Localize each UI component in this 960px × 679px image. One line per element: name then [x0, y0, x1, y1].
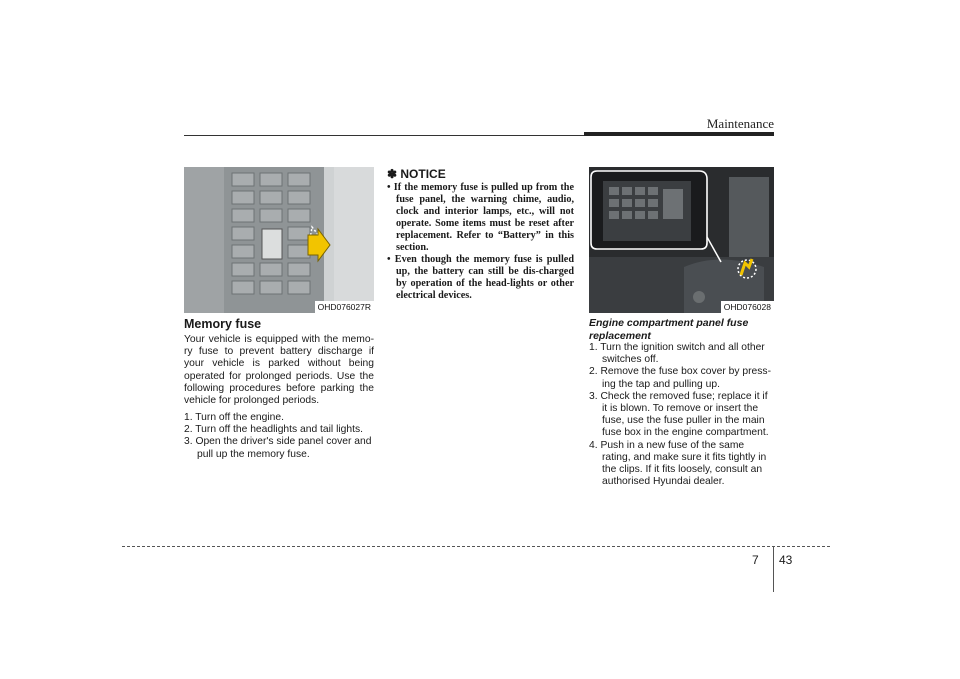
fuse-panel-photo: [184, 167, 374, 313]
list-item: 2. Remove the fuse box cover by press-ing the tap and pulling up.: [589, 366, 771, 390]
list-item: • If the memory fuse is pulled up from the fuse panel, the warning chime, audio, clock and interior lamps, etc., will not operate. Some items must be reset after replacement. Refer to “Battery” in this section.: [387, 182, 574, 253]
page-number: 43: [779, 553, 793, 567]
photo-caption: OHD076028: [721, 301, 774, 313]
list-item: 3. Check the removed fuse; replace it if it is blown. To remove or insert the fuse, use the fuse puller in the main fuse box in the engine compartment.: [589, 390, 769, 439]
list-item: 1. Turn off the engine.: [184, 412, 284, 423]
section-title: Maintenance: [706, 116, 774, 131]
list-item: 3. Open the driver's side panel cover and pull up the memory fuse.: [184, 436, 372, 460]
list-item: 1. Turn the ignition switch and all other switches off.: [589, 342, 765, 366]
notice-list: [387, 182, 574, 302]
engine-compartment-photo: [589, 167, 774, 313]
header-rule-accent: [584, 132, 774, 136]
footer-divider: [773, 546, 774, 592]
chapter-number: 7: [752, 553, 759, 567]
photo-caption: OHD076027R: [315, 301, 374, 313]
footer-rule: [122, 546, 830, 547]
memory-fuse-steps: [184, 412, 374, 461]
memory-fuse-intro: Your vehicle is equipped with the memo-ry fuse to prevent battery discharge if your vehicle is parked without being operated for prolonged periods. Use the following procedures before parking the vehicle for prolonged periods.: [184, 334, 374, 407]
list-item: 4. Push in a new fuse of the same rating, and make sure it fits tightly in the clips. If it fits loosely, consult an authorised Hyundai dealer.: [589, 439, 767, 488]
list-item: 2. Turn off the headlights and tail lights.: [184, 424, 363, 436]
list-item: • Even though the memory fuse is pulled up, the battery can still be dis-charged by operation of the head-lights or other electrical devices.: [387, 254, 574, 301]
engine-fuse-subheading: Engine compartment panel fuse replacement: [589, 317, 749, 342]
engine-fuse-steps: [589, 342, 774, 488]
header-rule: [184, 135, 584, 136]
memory-fuse-heading: Memory fuse: [184, 317, 262, 331]
notice-title: ✽ NOTICE: [387, 167, 446, 181]
